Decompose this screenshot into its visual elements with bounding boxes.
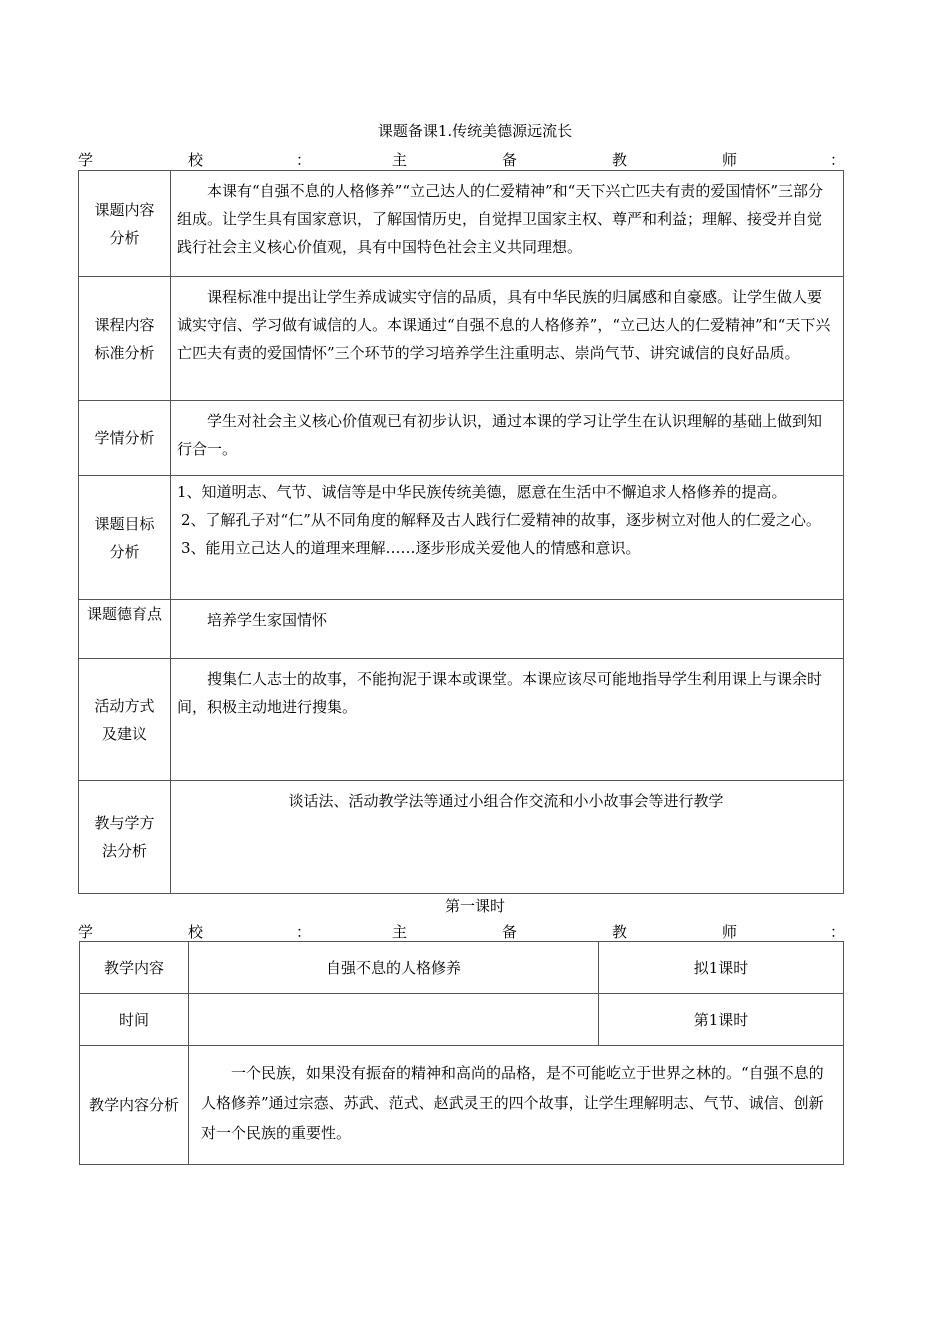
row-label: 课程内容标准分析 bbox=[79, 277, 171, 401]
lesson-value bbox=[189, 994, 599, 1046]
row-label: 课题德育点 bbox=[79, 600, 171, 659]
header-char: 师 bbox=[722, 923, 738, 941]
lesson-label: 教学内容分析 bbox=[80, 1046, 189, 1165]
lesson-table bbox=[79, 941, 844, 1165]
row-content: 学生对社会主义核心价值观已有初步认识，通过本课的学习让学生在认识理解的基础上做到知行合一。 bbox=[171, 401, 844, 476]
header-char: 主 bbox=[392, 923, 408, 941]
row-label: 课题内容分析 bbox=[79, 171, 171, 277]
lesson-label: 时间 bbox=[80, 994, 189, 1046]
row-content: 本课有“自强不息的人格修养”“立己达人的仁爱精神”和“天下兴亡匹夫有责的爱国情怀”三部分组成。让学生具有国家意识，了解国情历史，自觉捍卫国家主权、尊严和利益；理解、接受并自觉践行社会主义核心价值观，具有中国特色社会主义共同理想。 bbox=[171, 171, 844, 277]
lesson-title: 第一课时 bbox=[444, 897, 505, 915]
row-label: 课题目标分析 bbox=[79, 476, 171, 600]
row-content: 课程标准中提出让学生养成诚实守信的品质，具有中华民族的归属感和自豪感。让学生做人要诚实守信、学习做有诚信的人。本课通过“自强不息的人格修养”，“立己达人的仁爱精神”和“天下兴亡匹夫有责的爱国情怀”三个环节的学习培养学生注重明志、崇尚气节、讲究诚信的良好品质。 bbox=[171, 277, 844, 401]
header-char: 学 bbox=[78, 923, 94, 941]
document-title: 课题备课1.传统美德源远流长 bbox=[377, 122, 573, 140]
header-char: 校 bbox=[188, 923, 204, 941]
header-char: ： bbox=[830, 151, 846, 169]
row-content: 培养学生家国情怀 bbox=[171, 600, 844, 659]
header-char: 学 bbox=[78, 151, 94, 169]
header-char: 教 bbox=[612, 151, 628, 169]
header-char: 主 bbox=[392, 151, 408, 169]
lesson-extra: 拟1课时 bbox=[599, 942, 844, 994]
header-char: ： bbox=[830, 923, 846, 941]
goal-item: 3、能用立己达人的道理来理解……逐步形成关爱他人的情感和意识。 bbox=[181, 539, 641, 557]
goal-item: 2、了解孔子对“仁”从不同角度的解释及古人践行仁爱精神的故事，逐步树立对他人的仁爱之心。 bbox=[181, 511, 821, 529]
header-char: 师 bbox=[722, 151, 738, 169]
row-label: 学情分析 bbox=[79, 401, 171, 476]
header-char: ： bbox=[296, 923, 312, 941]
lesson-label: 教学内容 bbox=[80, 942, 189, 994]
row-label: 教与学方法分析 bbox=[79, 781, 171, 894]
row-content bbox=[171, 476, 844, 600]
header-char: 备 bbox=[502, 151, 518, 169]
lesson-analysis: 一个民族，如果没有振奋的精神和高尚的品格，是不可能屹立于世界之林的。“自强不息的人格修养”通过宗悫、苏武、范式、赵武灵王的四个故事，让学生理解明志、气节、诚信、创新对一个民族的重要性。 bbox=[189, 1046, 844, 1165]
lesson-value: 自强不息的人格修养 bbox=[189, 942, 599, 994]
row-label: 活动方式及建议 bbox=[79, 659, 171, 781]
header-char: 备 bbox=[502, 923, 518, 941]
goal-item: 1、知道明志、气节、诚信等是中华民族传统美德，愿意在生活中不懈追求人格修养的提高。 bbox=[177, 483, 787, 501]
header-char: 教 bbox=[612, 923, 628, 941]
lesson-extra: 第1课时 bbox=[599, 994, 844, 1046]
row-content: 搜集仁人志士的故事，不能拘泥于课本或课堂。本课应该尽可能地指导学生利用课上与课余时间，积极主动地进行搜集。 bbox=[171, 659, 844, 781]
header-char: 校 bbox=[188, 151, 204, 169]
plan-table bbox=[78, 170, 844, 894]
row-content: 谈话法、活动教学法等通过小组合作交流和小小故事会等进行教学 bbox=[171, 781, 844, 894]
header-char: ： bbox=[296, 151, 312, 169]
